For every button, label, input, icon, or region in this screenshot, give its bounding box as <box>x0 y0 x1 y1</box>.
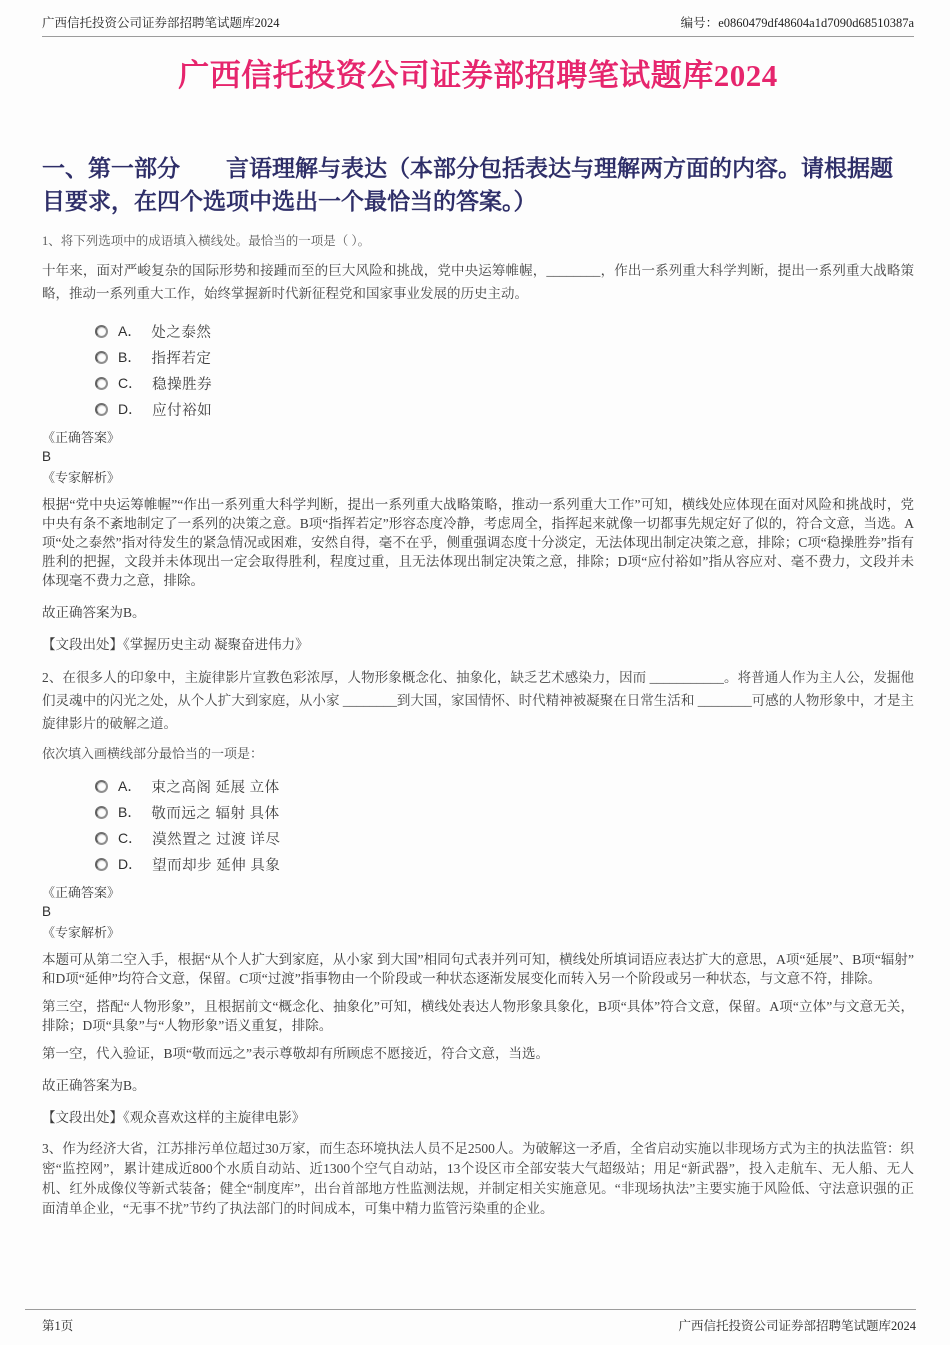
question-2 <box>42 666 914 1126</box>
question-passage: 2、在很多人的印象中，主旋律影片宣教色彩浓厚，人物形象概念化、抽象化，缺乏艺术感染力，因而 ___________。将普通人作为主人公，发掘他们灵魂中的闪光之处，从个人扩大到家庭，从小家 ________到大国，家国情怀、时代精神被凝聚在日常生活和 ________可感的人物形象中，才是主旋律影片的破解之道。 <box>42 670 914 731</box>
page-header <box>42 0 914 37</box>
analysis-heading: 《专家解析》 <box>42 470 121 485</box>
page-title: 广西信托投资公司证券部招聘笔试题库2024 <box>178 58 778 93</box>
radio-button-icon[interactable] <box>95 806 108 819</box>
analysis-paragraph: 第一空，代入验证，B项“敬而远之”表示尊敬却有所顾虑不愿接近，符合文意，当选。 <box>42 1046 549 1061</box>
option-d[interactable] <box>95 851 914 877</box>
page-footer <box>25 1309 916 1334</box>
option-a[interactable] <box>95 318 914 344</box>
answer-value: B <box>42 904 52 919</box>
question-stem: 1、将下列选项中的成语填入横线处。最恰当的一项是（ ）。 <box>42 234 371 248</box>
footer-doc-title: 广西信托投资公司证券部招聘笔试题库2024 <box>678 1319 916 1333</box>
option-text: 敬而远之 辐射 具体 <box>151 805 280 822</box>
analysis-heading: 《专家解析》 <box>42 925 121 940</box>
option-text: 漠然置之 过渡 详尽 <box>152 831 281 848</box>
radio-button-icon[interactable] <box>95 351 108 364</box>
option-letter: D． <box>118 401 143 417</box>
option-d[interactable] <box>95 396 914 422</box>
option-letter: A． <box>118 778 142 794</box>
option-letter: D． <box>118 856 143 872</box>
answer-value: B <box>42 449 52 464</box>
option-text: 指挥若定 <box>151 350 212 367</box>
radio-button-icon[interactable] <box>95 780 108 793</box>
question-3 <box>42 1139 914 1219</box>
header-doc-title: 广西信托投资公司证券部招聘笔试题库2024 <box>42 16 280 30</box>
analysis-paragraph: 第三空，搭配“人物形象”，且根据前文“概念化、抽象化”可知，横线处表达人物形象具象化，B项“具体”符合文意，保留。A项“立体”与文意无关，排除；D项“具象”与“人物形象”语义重复，排除。 <box>42 999 914 1033</box>
question-prompt: 依次填入画横线部分最恰当的一项是： <box>42 746 264 761</box>
option-b[interactable] <box>95 799 914 825</box>
option-letter: C． <box>118 375 143 391</box>
conclusion-text: 故正确答案为B。 <box>42 1078 146 1093</box>
analysis-paragraph: 根据“党中央运筹帷幄”“作出一系列重大科学判断，提出一系列重大战略策略，推动一系列重大工作”可知，横线处应体现在面对风险和挑战时，党中央有条不紊地制定了一系列的决策之意。B项“指挥若定”形容态度冷静，考虑周全，指挥起来就像一切都事先规定好了似的，符合文意，当选。A项“处之泰然”指对待发生的紧急情况或困难，安然自得，毫不在乎，侧重强调态度十分淡定，无法体现出制定决策之意，排除；C项“稳操胜券”指有胜利的把握，文段并未体现出一定会取得胜利，程度过重，且无法体现出制定决策之意，排除；D项“应付裕如”指从容应对、毫不费力，文段并未体现毫不费力之意，排除。 <box>42 497 914 588</box>
footer-page-number: 第1页 <box>42 1319 74 1333</box>
header-code-value: e0860479df48604a1d7090d68510387a <box>718 16 914 30</box>
source-text: 【文段出处】《观众喜欢这样的主旋律电影》 <box>42 1110 306 1125</box>
radio-button-icon[interactable] <box>95 403 108 416</box>
question-passage: 3、作为经济大省，江苏排污单位超过30万家，而生态环境执法人员不足2500人。为破解这一矛盾，全省启动实施以非现场方式为主的执法监管：织密“监控网”，累计建成近800个水质自动站、近1300个空气自动站，13个设区市全部安装大气超级站；用足“新武器”，投入走航车、无人船、无人机、红外成像仪等新式装备；健全“制度库”，出台首部地方性监测法规，并制定相关实施意见。“非现场执法”主要实施于风险低、守法意识强的正面清单企业，“无事不扰”节约了执法部门的时间成本，可集中精力监管污染重的企业。 <box>42 1141 914 1216</box>
option-c[interactable] <box>95 370 914 396</box>
question-1 <box>42 231 914 653</box>
options-list <box>95 318 914 422</box>
analysis-paragraph: 本题可从第二空入手，根据“从个人扩大到家庭，从小家 到大国”相同句式表并列可知，横线处所填词语应表达扩大的意思，A项“延展”、B项“辐射”和D项“延伸”均符合文意，保留。C项“过渡”指事物由一个阶段或一种状态逐渐发展变化而转入另一个阶段或另一种状态，与文意不符，排除。 <box>42 952 914 986</box>
options-list <box>95 773 914 877</box>
option-letter: B． <box>118 349 142 365</box>
answer-heading: 《正确答案》 <box>42 430 121 445</box>
source-text: 【文段出处】《掌握历史主动 凝聚奋进伟力》 <box>42 637 309 652</box>
radio-button-icon[interactable] <box>95 377 108 390</box>
option-text: 望而却步 延伸 具象 <box>152 857 281 874</box>
option-letter: B． <box>118 804 142 820</box>
section-heading: 一、第一部分 言语理解与表达（本部分包括表达与理解两方面的内容。请根据题目要求，在四个选项中选出一个最恰当的答案。） <box>42 156 893 214</box>
radio-button-icon[interactable] <box>95 858 108 871</box>
conclusion-text: 故正确答案为B。 <box>42 605 146 620</box>
option-b[interactable] <box>95 344 914 370</box>
option-letter: A． <box>118 323 142 339</box>
option-text: 处之泰然 <box>151 324 212 341</box>
option-text: 稳操胜券 <box>152 376 213 393</box>
option-a[interactable] <box>95 773 914 799</box>
header-code-label: 编号： <box>680 16 719 30</box>
option-c[interactable] <box>95 825 914 851</box>
radio-button-icon[interactable] <box>95 832 108 845</box>
option-letter: C． <box>118 830 143 846</box>
radio-button-icon[interactable] <box>95 325 108 338</box>
option-text: 束之高阁 延展 立体 <box>151 779 280 796</box>
header-code <box>681 13 914 31</box>
answer-heading: 《正确答案》 <box>42 885 121 900</box>
option-text: 应付裕如 <box>152 402 213 419</box>
question-passage: 十年来，面对严峻复杂的国际形势和接踵而至的巨大风险和挑战，党中央运筹帷幄，________，作出一系列重大科学判断，提出一系列重大战略策略，推动一系列重大工作，始终掌握新时代新征程党和国家事业发展的历史主动。 <box>42 263 914 301</box>
